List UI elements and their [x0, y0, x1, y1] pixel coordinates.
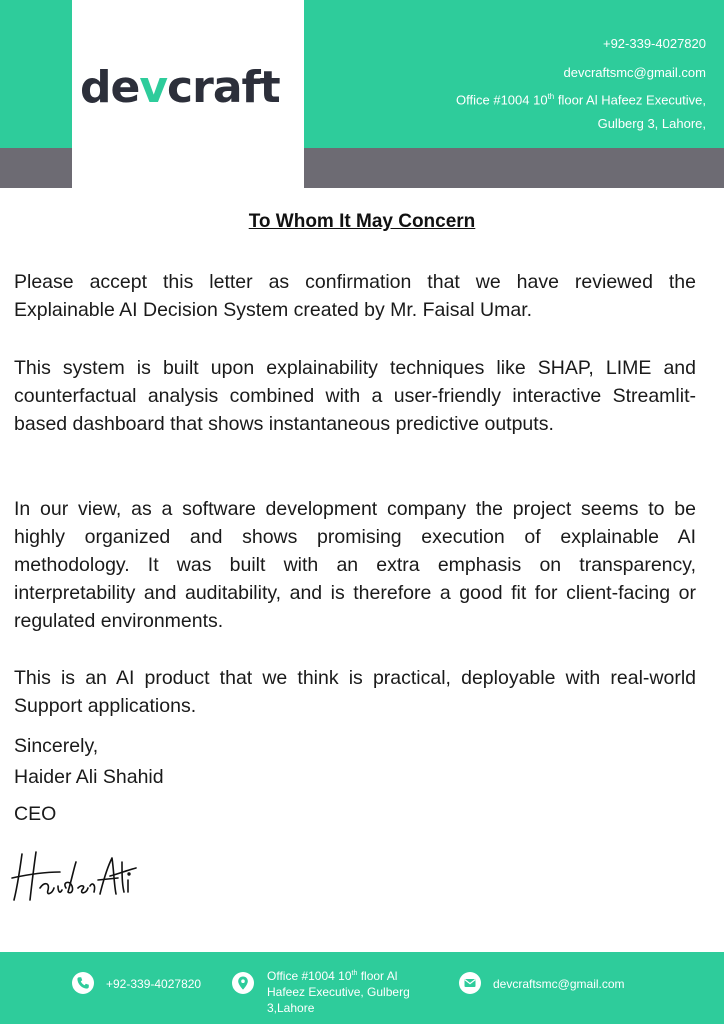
header-address-line1: Office #1004 10th floor Al Hafeez Executive,: [456, 92, 706, 108]
signer-name: Haider Ali Shahid: [14, 766, 164, 788]
paragraph-1: Please accept this letter as confirmation that we have reviewed the Explainable AI Decision System created by Mr. Faisal Umar.: [14, 271, 696, 321]
paragraph-3: In our view, as a software development company the project seems to be highly organized and shows promising execution of explainable AI methodology. It was built with an extra emphasis on transparency, interpretability and auditability, and is therefore a good fit for client-facing or regulated environments.: [14, 498, 696, 632]
header-phone: +92-339-4027820: [602, 36, 706, 51]
header-email: devcraftsmc@gmail.com: [563, 65, 706, 80]
company-logo: devcraft: [80, 62, 280, 113]
paragraph-2: This system is built upon explainability techniques like SHAP, LIME and counterfactual analysis combined with a user-friendly interactive Streamlit-based dashboard that shows instantaneous predictive outputs.: [14, 357, 696, 435]
location-pin-icon: [232, 972, 254, 994]
footer-address: Office #1004 10th floor Al Hafeez Executive, Gulberg 3,Lahore: [267, 969, 410, 1015]
signer-title: CEO: [14, 803, 57, 825]
email-icon: [459, 972, 481, 994]
footer-phone: +92-339-4027820: [106, 977, 202, 991]
handwritten-signature: [10, 848, 140, 906]
header-address-line2: Gulberg 3, Lahore,: [597, 116, 706, 131]
footer-email: devcraftsmc@gmail.com: [493, 977, 625, 991]
letter-title: To Whom It May Concern: [248, 211, 476, 232]
phone-icon: [72, 972, 94, 994]
paragraph-4: This is an AI product that we think is practical, deployable with real-world Support applications.: [14, 667, 696, 717]
closing: Sincerely,: [14, 735, 99, 757]
